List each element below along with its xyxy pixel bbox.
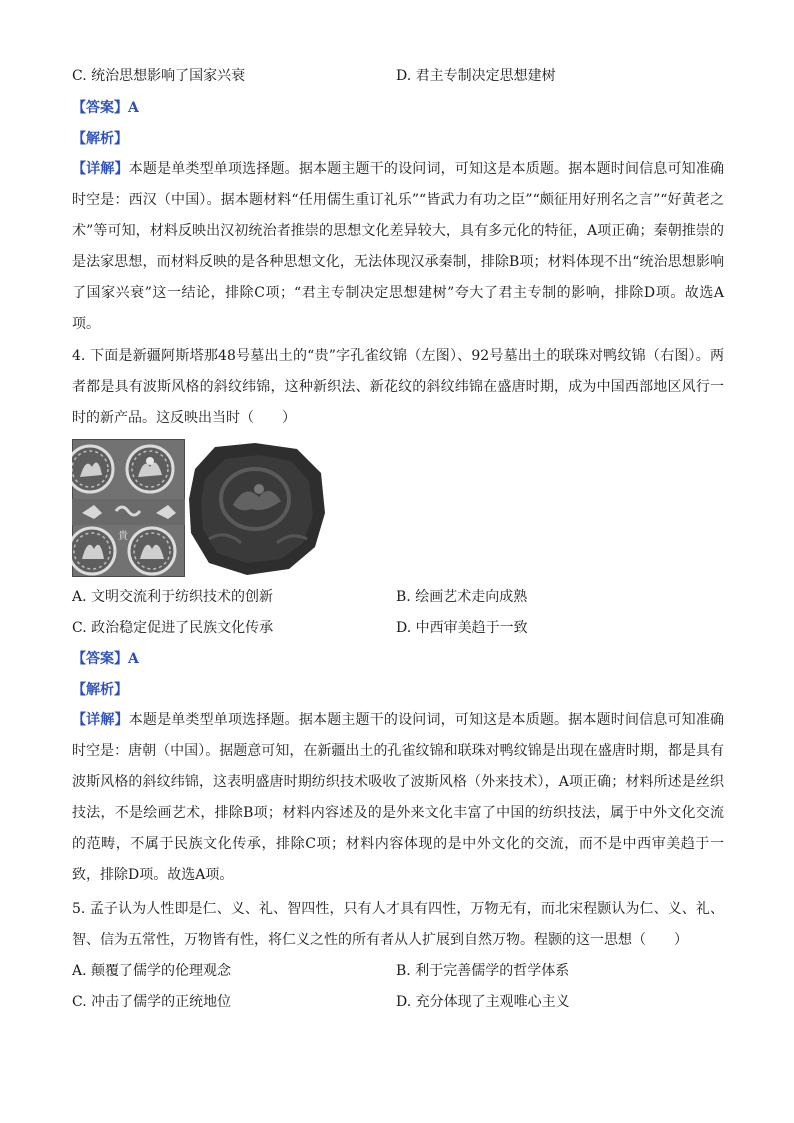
q4-answer: 【答案】A xyxy=(72,651,139,667)
q3-detail-paragraph xyxy=(72,154,724,340)
q5-option-c[interactable]: C. 冲击了儒学的正统地位 xyxy=(72,994,232,1010)
q3-answer: 【答案】A xyxy=(72,100,139,116)
q4-option-a[interactable]: A. 文明交流利于纺织技术的创新 xyxy=(72,589,274,605)
q5-stem: 5. 孟子认为人性即是仁、义、礼、智四性，只有人才具有四性，万物无有，而北宋程颢认为仁、义、礼、智、信为五常性，万物皆有性，将仁义之性的所有者从人扩展到自然万物。程颢的这一思想（ ） xyxy=(72,901,724,948)
q4-analysis-label: 【解析】 xyxy=(72,682,128,698)
q3-detail-text: 本题是单类型单项选择题。据本题主题干的设问词，可知这是本质题。据本题时间信息可知准确时空是：西汉（中国）。据本题材料“任用儒生重订礼乐”“皆武力有功之臣”“颇征用好刑名之言”“好黄老之术”等可知，材料反映出汉初统治者推崇的思想文化差异较大，具有多元化的特征，A项正确；秦朝推崇的是法家思想，而材料反映的是各种思想文化，无法体现汉承秦制，排除B项；材料体现不出“统治思想影响了国家兴衰”这一结论，排除C项；“君主专制决定思想建树”夸大了君主专制的影响，排除D项。故选A项。 xyxy=(72,161,725,332)
q3-option-d[interactable]: D. 君主专制决定思想建树 xyxy=(396,68,556,84)
q4-option-b[interactable]: B. 绘画艺术走向成熟 xyxy=(396,589,528,605)
q5-option-d[interactable]: D. 充分体现了主观唯心主义 xyxy=(396,994,570,1010)
q4-option-d[interactable]: D. 中西审美趋于一致 xyxy=(396,620,528,636)
q4-option-c[interactable]: C. 政治稳定促进了民族文化传承 xyxy=(72,620,274,636)
q5-option-a[interactable]: A. 颠覆了儒学的伦理观念 xyxy=(72,963,232,979)
q5-option-b[interactable]: B. 利于完善儒学的哲学体系 xyxy=(396,963,570,979)
svg-text:貴: 貴 xyxy=(118,531,128,542)
q3-detail-tag: 【详解】 xyxy=(72,161,129,177)
q4-stem: 4. 下面是新疆阿斯塔那48号墓出土的“贵”字孔雀纹锦（左图）、92号墓出土的联珠对鸭纹锦（右图）。两者都是具有波斯风格的斜纹纬锦，这种新织法、新花纹的斜纹纬锦在盛唐时期，成为中国西部地区风行一时的新产品。这反映出当时（ ） xyxy=(72,348,724,426)
q4-figures xyxy=(72,439,328,577)
q4-detail-text: 本题是单类型单项选择题。据本题主题干的设问词，可知这是本质题。据本题时间信息可知准确时空是：唐朝（中国）。据题意可知，在新疆出土的孔雀纹锦和联珠对鸭纹锦是出现在盛唐时期，都是具有波斯风格的斜纹纬锦，这表明盛唐时期纺织技术吸收了波斯风格（外来技术），A项正确；材料所述是丝织技法，不是绘画艺术，排除B项；材料内容述及的是外来文化丰富了中国的纺织技法，属于中外文化交流的范畴，不属于民族文化传承，排除C项；材料内容体现的是中外文化的交流，而不是中西审美趋于一致，排除D项。故选A项。 xyxy=(72,712,725,883)
q3-option-c[interactable]: C. 统治思想影响了国家兴衰 xyxy=(72,68,246,84)
peacock-brocade-image xyxy=(72,439,185,577)
q4-detail-tag: 【详解】 xyxy=(72,712,129,728)
q3-analysis-label: 【解析】 xyxy=(72,131,128,147)
duck-brocade-image xyxy=(185,439,328,577)
q4-detail-paragraph xyxy=(72,705,724,891)
